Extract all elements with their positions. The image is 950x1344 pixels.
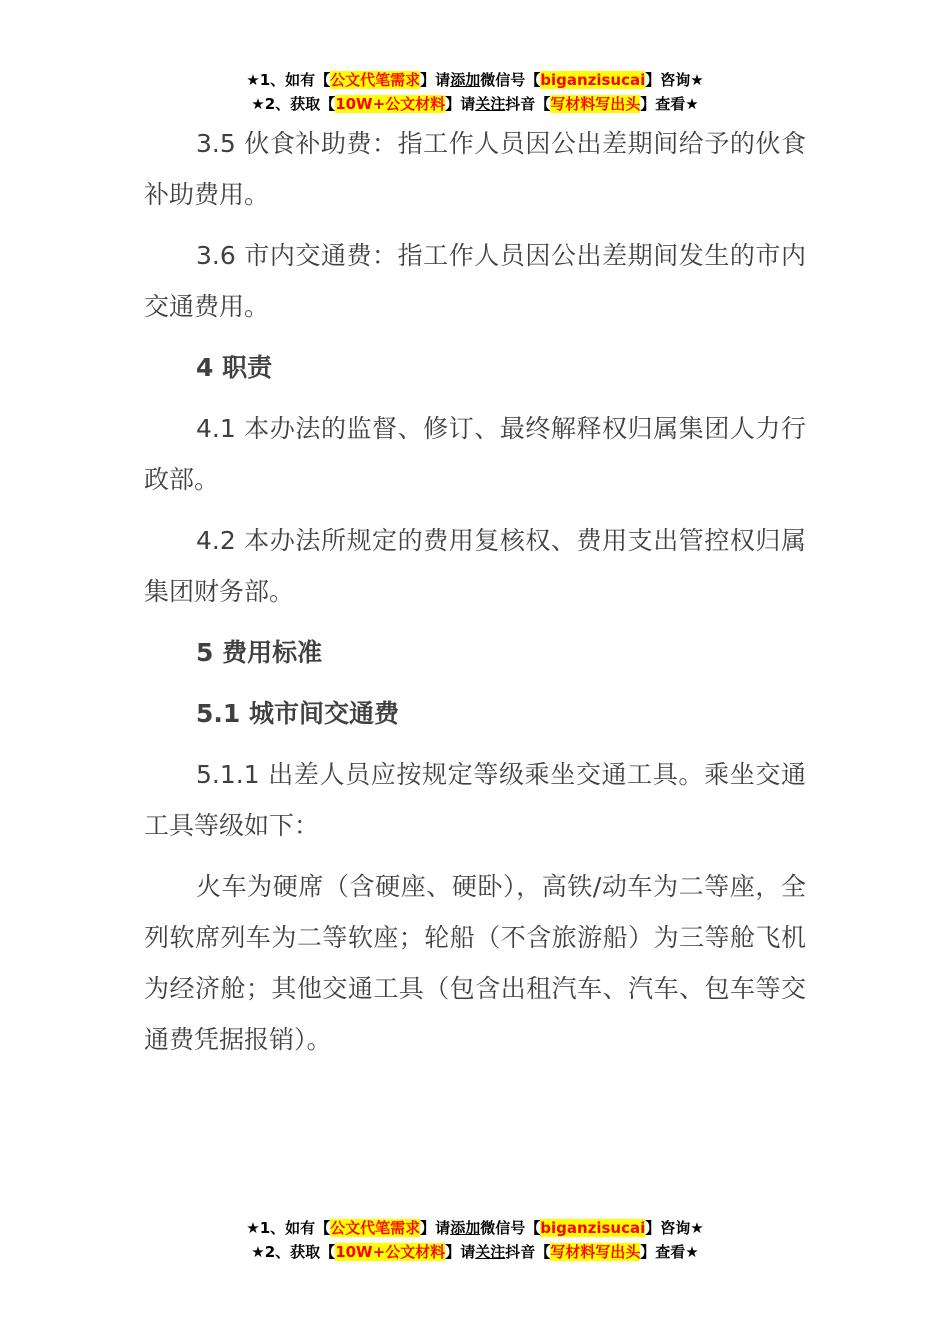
- banner-text: ★2、获取【: [251, 1243, 336, 1261]
- banner-line-1: [0, 68, 950, 92]
- highlight-service: 公文代笔需求: [330, 1219, 421, 1237]
- document-body: [144, 118, 806, 1075]
- banner-text: ★2、获取【: [251, 95, 336, 113]
- banner-text: 】查看★: [640, 95, 699, 113]
- section-heading-4: 4 职责: [196, 353, 273, 382]
- banner-text: 】咨询★: [645, 71, 704, 89]
- paragraph-4-2: 4.2 本办法所规定的费用复核权、费用支出管控权归属集团财务部。: [144, 526, 806, 606]
- footer-banner: [0, 1216, 950, 1264]
- highlight-wechat-id: biganzisucai: [540, 1219, 646, 1237]
- paragraph-5-1-1: 5.1.1 出差人员应按规定等级乘坐交通工具。乘坐交通工具等级如下：: [144, 760, 806, 840]
- paragraph-3-6: 3.6 市内交通费：指工作人员因公出差期间发生的市内交通费用。: [144, 241, 806, 321]
- highlight-douyin-account: 写材料写出头: [550, 1243, 641, 1261]
- banner-line-2: [0, 92, 950, 116]
- header-banner: [0, 68, 950, 116]
- banner-text: ★1、如有【: [246, 71, 331, 89]
- banner-text: 】查看★: [640, 1243, 699, 1261]
- highlight-douyin-account: 写材料写出头: [550, 95, 641, 113]
- banner-text: 】请: [445, 1243, 476, 1261]
- section-heading-5: 5 费用标准: [196, 638, 323, 667]
- highlight-materials: 10W+公文材料: [335, 95, 446, 113]
- banner-line-1: [0, 1216, 950, 1240]
- banner-underlined-text: 添加: [450, 71, 481, 89]
- banner-text: 】请: [420, 1219, 451, 1237]
- highlight-materials: 10W+公文材料: [335, 1243, 446, 1261]
- paragraph-3-5: 3.5 伙食补助费：指工作人员因公出差期间给予的伙食补助费用。: [144, 129, 806, 209]
- banner-text: 】咨询★: [645, 1219, 704, 1237]
- banner-text: 抖音【: [505, 95, 551, 113]
- banner-text: ★1、如有【: [246, 1219, 331, 1237]
- subsection-heading-5-1: 5.1 城市间交通费: [196, 699, 399, 728]
- banner-underlined-text: 关注: [475, 95, 506, 113]
- banner-text: 抖音【: [505, 1243, 551, 1261]
- banner-line-2: [0, 1240, 950, 1264]
- paragraph-transport-grades: 火车为硬席（含硬座、硬卧），高铁/动车为二等座，全列软席列车为二等软座；轮船（不含旅游船）为三等舱飞机为经济舱；其他交通工具（包含出租汽车、汽车、包车等交通费凭据报销）。: [144, 872, 806, 1054]
- paragraph-4-1: 4.1 本办法的监督、修订、最终解释权归属集团人力行政部。: [144, 414, 806, 494]
- banner-text: 微信号【: [480, 71, 541, 89]
- banner-text: 】请: [445, 95, 476, 113]
- banner-underlined-text: 关注: [475, 1243, 506, 1261]
- banner-underlined-text: 添加: [450, 1219, 481, 1237]
- banner-text: 微信号【: [480, 1219, 541, 1237]
- banner-text: 】请: [420, 71, 451, 89]
- highlight-service: 公文代笔需求: [330, 71, 421, 89]
- highlight-wechat-id: biganzisucai: [540, 71, 646, 89]
